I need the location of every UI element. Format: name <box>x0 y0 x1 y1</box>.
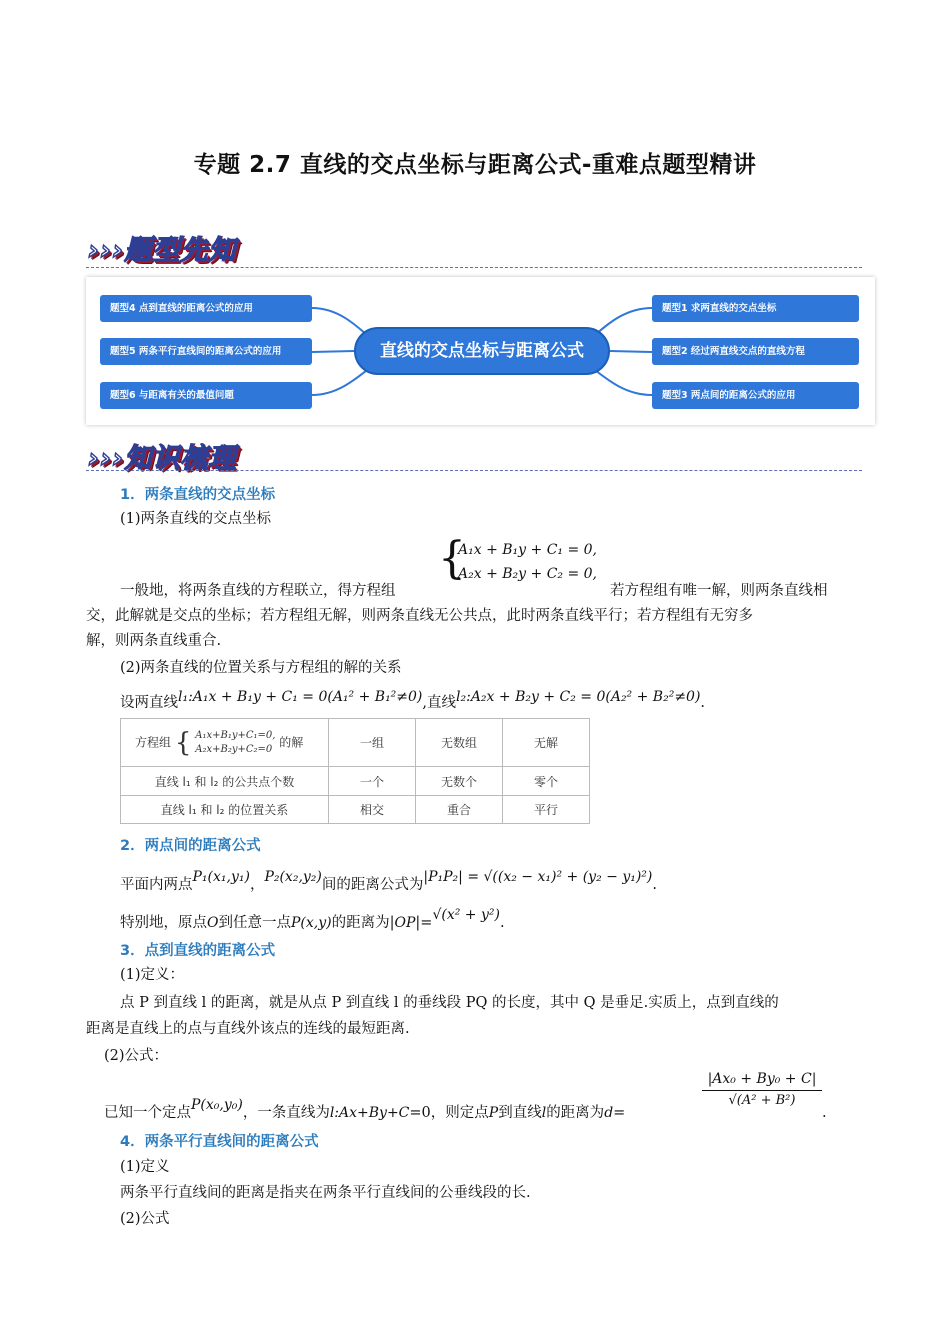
text: ，一条直线为 <box>242 1105 330 1121</box>
text: d <box>604 1105 614 1121</box>
table-cell <box>121 719 329 767</box>
text: 的距离为 <box>546 1105 605 1121</box>
paragraph: 距离是直线上的点与直线外该点的连线的最短距离. <box>86 1021 410 1037</box>
text: 间的距离公式为 <box>321 877 424 893</box>
paragraph: 若方程组有唯一解，则两条直线相 <box>610 583 828 599</box>
text: OP <box>394 915 416 931</box>
subheading: (1)定义 <box>120 1159 170 1175</box>
text: . <box>652 877 657 893</box>
mind-map-node-type3: 题型3 两点间的距离公式的应用 <box>652 382 859 409</box>
table-cell: 无解 <box>503 719 590 767</box>
text: 设两直线 <box>120 695 178 711</box>
fraction-numerator: |Ax₀ + By₀ + C| <box>707 1071 817 1087</box>
mind-map-node-type5: 题型5 两条平行直线间的距离公式的应用 <box>100 338 312 365</box>
formula-fixed-point: P(x₀,y₀) <box>191 1097 243 1113</box>
text: l:Ax+By+C <box>329 1105 410 1121</box>
table-cell: 直线 l₁ 和 l₂ 的位置关系 <box>121 796 329 824</box>
mind-map-node-type1: 题型1 求两直线的交点坐标 <box>652 295 859 322</box>
section-heading-4: 4．两条平行直线间的距离公式 <box>120 1134 319 1150</box>
paragraph: 一般地，将两条直线的方程联立，得方程组 <box>120 583 396 599</box>
text: P(x,y) <box>290 915 332 931</box>
table-row <box>121 796 590 824</box>
text: . <box>822 1105 827 1121</box>
paragraph: 交，此解就是交点的坐标；若方程组无解，则两条直线无公共点，此时两条直线平行；若方程组有无穷多 <box>86 608 753 624</box>
cell-equations <box>195 729 275 757</box>
table-cell: 平行 <box>503 796 590 824</box>
cell-label: 方程组 <box>135 735 172 749</box>
table-row <box>121 767 590 796</box>
cell-label: 的解 <box>279 735 304 749</box>
dashed-divider <box>86 470 862 471</box>
subheading: (1)两条直线的交点坐标 <box>120 511 272 527</box>
paragraph: 两条平行直线间的距离是指夹在两条平行直线间的公垂线段的长. <box>120 1185 531 1201</box>
table-cell: 直线 l₁ 和 l₂ 的公共点个数 <box>121 767 329 796</box>
table-cell: 无数组 <box>416 719 503 767</box>
table-row <box>121 719 590 767</box>
subheading: (2)公式 <box>120 1211 170 1227</box>
text: |= <box>415 915 433 931</box>
page-title: 专题 2.7 直线的交点坐标与距离公式-重难点题型精讲 <box>193 152 757 178</box>
fraction-denominator: √(A² + B²) <box>728 1093 796 1108</box>
mind-map-node-type4: 题型4 点到直线的距离公式的应用 <box>100 295 312 322</box>
subheading: (1)定义： <box>120 967 185 983</box>
text: P <box>488 1105 499 1121</box>
section-heading-2: 2．两点间的距离公式 <box>120 838 261 854</box>
subheading: (2)两条直线的位置关系与方程组的解的关系 <box>120 660 402 676</box>
section-banner-question-types: ›››题型先知 <box>88 235 237 266</box>
paragraph-origin-distance <box>120 907 505 936</box>
mind-map-center: 直线的交点坐标与距离公式 <box>354 327 610 375</box>
text: = <box>613 1105 626 1121</box>
mind-map-node-type2: 题型2 经过两直线交点的直线方程 <box>652 338 859 365</box>
equation: A₂x + B₂y + C₂ = 0, <box>458 566 598 582</box>
text: . <box>499 915 505 931</box>
formula-l2: l₂:A₂x + B₂y + C₂ = 0(A₂² + B₂²≠0) <box>456 689 701 705</box>
text: . <box>700 695 706 711</box>
formula-point1: P₁(x₁,y₁) <box>192 869 250 885</box>
text: l <box>541 1105 547 1121</box>
mind-map-node-type6: 题型6 与距离有关的最值问题 <box>100 382 312 409</box>
text: 到直线 <box>498 1105 542 1121</box>
table-cell: 一个 <box>329 767 416 796</box>
text: 已知一个定点 <box>104 1105 191 1121</box>
text: ,直线 <box>422 695 457 711</box>
section-heading-3: 3．点到直线的距离公式 <box>120 943 276 959</box>
equation: A₂x+B₂y+C₂=0 <box>195 743 273 755</box>
mind-map <box>86 277 875 425</box>
equation: A₁x+B₁y+C₁=0, <box>195 729 276 741</box>
paragraph: 点 P 到直线 l 的距离，就是从点 P 到直线 l 的垂线段 PQ 的长度，其中 Q 是垂足.实质上，点到直线的 <box>120 995 779 1011</box>
section-banner-knowledge: ›››知识梳理 <box>88 443 237 474</box>
text: 到任意一点 <box>218 915 291 931</box>
text: ， <box>249 877 265 893</box>
text: 的距离为| <box>331 915 395 931</box>
text: =0，则定点 <box>409 1105 489 1121</box>
fraction-formula <box>702 1071 822 1108</box>
formula-two-point-distance: |P₁P₂| = √((x₂ − x₁)² + (y₂ − y₁)²) <box>423 869 653 885</box>
brace: { <box>438 533 466 584</box>
brace: { <box>174 727 192 758</box>
formula-point2: P₂(x₂,y₂) <box>264 869 322 885</box>
formula-origin-distance: √(x² + y²) <box>432 907 500 923</box>
table-cell: 无数个 <box>416 767 503 796</box>
text: O <box>207 915 219 931</box>
text: 平面内两点 <box>120 877 193 893</box>
paragraph: 解，则两条直线重合. <box>86 633 222 649</box>
table-cell: 零个 <box>503 767 590 796</box>
table-cell: 一组 <box>329 719 416 767</box>
paragraph-distance-formula <box>120 869 657 898</box>
paragraph-line-setup <box>120 690 705 716</box>
formula-l1: l₁:A₁x + B₁y + C₁ = 0(A₁² + B₁²≠0) <box>178 689 423 705</box>
table-cell: 重合 <box>416 796 503 824</box>
table-cell: 相交 <box>329 796 416 824</box>
dashed-divider <box>86 267 862 268</box>
paragraph-point-line-distance <box>104 1097 626 1126</box>
equation: A₁x + B₁y + C₁ = 0, <box>458 542 598 558</box>
section-heading-1: 1．两条直线的交点坐标 <box>120 487 276 503</box>
relation-table <box>120 718 590 824</box>
subheading: (2)公式： <box>104 1048 169 1064</box>
text: 特别地，原点 <box>120 915 207 931</box>
equation-system <box>438 533 618 590</box>
